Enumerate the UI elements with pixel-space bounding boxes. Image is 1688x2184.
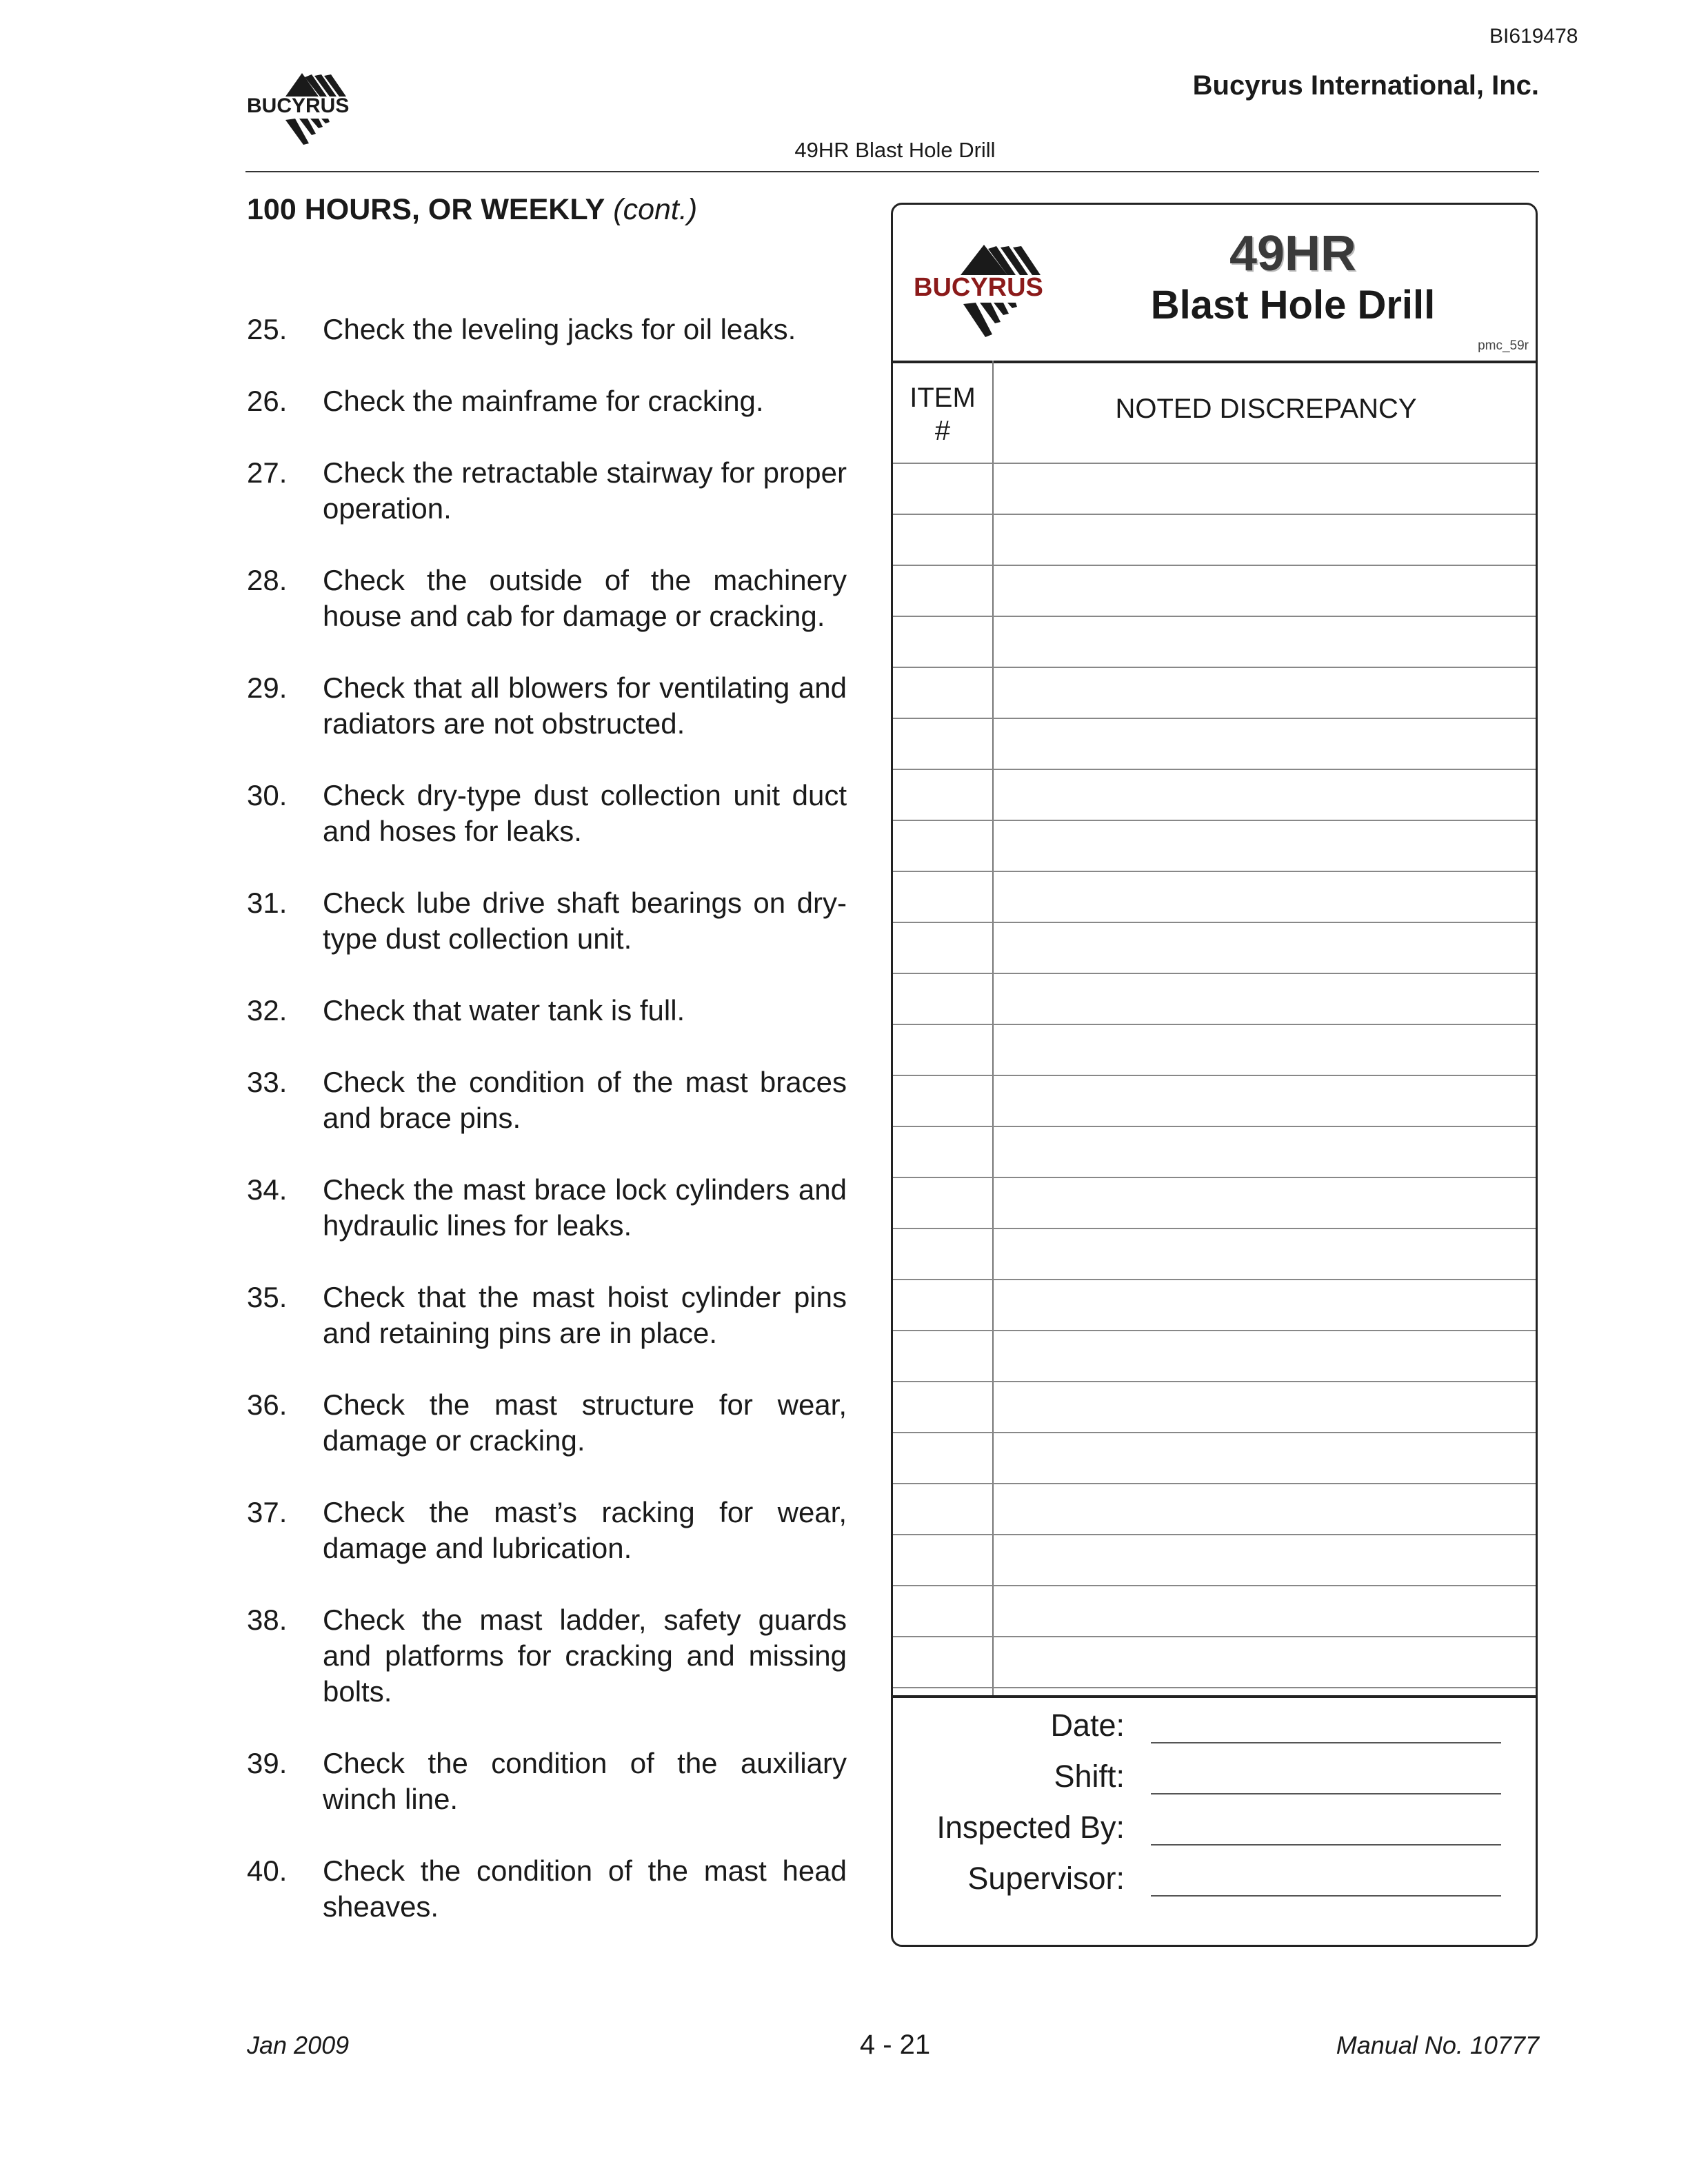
checklist-item [247, 1387, 847, 1459]
section-title-cont: (cont.) [613, 193, 698, 226]
table-row-line [893, 973, 1536, 974]
card-model: 49HR [1229, 226, 1357, 281]
signoff-date[interactable] [893, 1708, 1536, 1749]
table-row-line [893, 463, 1536, 464]
card-logo-text: BUCYRUS [914, 273, 1043, 302]
signoff-inspected-line[interactable] [1151, 1844, 1501, 1846]
item-number: 30. [247, 779, 288, 811]
table-row-line [893, 1075, 1536, 1076]
item-text: Check the condition of the auxiliary winch line. [323, 1747, 847, 1815]
item-number: 29. [247, 671, 288, 704]
table-row-line [893, 820, 1536, 821]
item-number: 27. [247, 456, 288, 489]
item-text: Check the mast’s racking for wear, damage and lubrication. [323, 1496, 847, 1564]
column-header-item [893, 381, 992, 447]
item-number: 33. [247, 1066, 288, 1098]
table-row-line [893, 1330, 1536, 1331]
header-divider [245, 171, 1539, 172]
table-row-line [893, 667, 1536, 668]
checklist-item [247, 778, 847, 849]
signoff-inspected-by[interactable] [893, 1810, 1536, 1851]
table-row-line [893, 1687, 1536, 1688]
footer-manual-number: Manual No. 10777 [1336, 2031, 1539, 2059]
page-subtitle: 49HR Blast Hole Drill [794, 138, 996, 162]
item-number: 31. [247, 887, 288, 919]
signoff-date-label: Date: [1050, 1708, 1125, 1743]
table-row-line [893, 1024, 1536, 1025]
item-text: Check the mast ladder, safety guards and platforms for cracking and missing bolts. [323, 1604, 847, 1708]
checklist-item [247, 885, 847, 957]
table-row-line [893, 616, 1536, 617]
table-row-line [893, 1432, 1536, 1433]
signoff-inspected-label: Inspected By: [936, 1810, 1125, 1845]
item-text: Check the mast structure for wear, damage or cracking. [323, 1388, 847, 1457]
signoff-shift[interactable] [893, 1759, 1536, 1800]
item-text: Check the mast brace lock cylinders and hydraulic lines for leaks. [323, 1173, 847, 1242]
item-number: 32. [247, 994, 288, 1027]
table-row-line [893, 922, 1536, 923]
footer-page-number: 4 - 21 [859, 2030, 931, 2060]
item-text: Check that water tank is full. [323, 994, 685, 1027]
table-row-line [893, 1177, 1536, 1178]
table-row-line [893, 514, 1536, 515]
signoff-supervisor[interactable] [893, 1861, 1536, 1902]
inspection-checklist [247, 312, 847, 1961]
item-header-hash: # [934, 416, 951, 446]
item-header-label: ITEM [910, 383, 976, 413]
item-number: 39. [247, 1747, 288, 1779]
item-number: 26. [247, 385, 288, 417]
item-number: 34. [247, 1173, 288, 1206]
checklist-item [247, 1172, 847, 1244]
item-text: Check the condition of the mast head sheaves. [323, 1854, 847, 1923]
signoff-date-line[interactable] [1151, 1742, 1501, 1743]
item-number: 35. [247, 1281, 288, 1313]
table-row-line [893, 1585, 1536, 1586]
table-row-line [893, 1126, 1536, 1127]
section-title [247, 193, 697, 227]
footer-date: Jan 2009 [247, 2031, 350, 2059]
item-text: Check the condition of the mast braces and brace pins. [323, 1066, 847, 1134]
checklist-item [247, 1495, 847, 1566]
section-title-main: 100 HOURS, OR WEEKLY [247, 193, 605, 226]
item-text: Check that the mast hoist cylinder pins and retaining pins are in place. [323, 1281, 847, 1349]
item-text: Check lube drive shaft bearings on dry-type dust collection unit. [323, 887, 847, 955]
table-row-line [893, 1381, 1536, 1382]
signoff-supervisor-label: Supervisor: [967, 1861, 1125, 1896]
item-text: Check dry-type dust collection unit duct and hoses for leaks. [323, 779, 847, 847]
checklist-item [247, 1280, 847, 1351]
checklist-item [247, 383, 847, 419]
header-logo-text: BUCYRUS [247, 94, 350, 117]
item-text: Check the leveling jacks for oil leaks. [323, 313, 796, 345]
card-code: pmc_59r [1478, 338, 1529, 353]
item-number: 36. [247, 1388, 288, 1421]
table-row-line [893, 871, 1536, 872]
table-row-line [893, 718, 1536, 719]
item-text: Check that all blowers for ventilating and radiators are not obstructed. [323, 671, 847, 740]
item-text: Check the outside of the machinery house and cab for damage or cracking. [323, 564, 847, 632]
item-number: 28. [247, 564, 288, 596]
column-header-discrepancy: NOTED DISCREPANCY [1115, 394, 1417, 424]
checklist-item [247, 993, 847, 1029]
company-name: Bucyrus International, Inc. [1192, 70, 1539, 101]
table-row-line [893, 1483, 1536, 1484]
table-row-line [893, 1228, 1536, 1229]
card-subtitle: Blast Hole Drill [1150, 283, 1436, 327]
item-number: 37. [247, 1496, 288, 1528]
discrepancy-card [891, 203, 1538, 1947]
item-text: Check the mainframe for cracking. [323, 385, 764, 417]
table-row-line [893, 1279, 1536, 1280]
checklist-item [247, 1746, 847, 1817]
table-row-line [893, 1636, 1536, 1637]
card-header [893, 205, 1536, 363]
signoff-shift-line[interactable] [1151, 1793, 1501, 1794]
signoff-supervisor-line[interactable] [1151, 1895, 1501, 1897]
table-row-line [893, 769, 1536, 770]
item-text: Check the retractable stairway for proper operation. [323, 456, 847, 525]
checklist-item [247, 312, 847, 347]
checklist-item [247, 670, 847, 742]
bucyrus-logo-red [912, 239, 1064, 341]
table-row-line [893, 565, 1536, 566]
column-divider [992, 361, 994, 1695]
checklist-item [247, 1853, 847, 1925]
table-row-line [893, 1534, 1536, 1535]
document-id: BI619478 [1489, 25, 1578, 48]
checklist-item [247, 563, 847, 634]
checklist-item [247, 455, 847, 527]
item-number: 40. [247, 1854, 288, 1887]
item-number: 25. [247, 313, 288, 345]
checklist-item [247, 1602, 847, 1710]
item-number: 38. [247, 1604, 288, 1636]
checklist-item [247, 1064, 847, 1136]
discrepancy-table [893, 361, 1536, 1698]
signoff-shift-label: Shift: [1054, 1759, 1125, 1794]
